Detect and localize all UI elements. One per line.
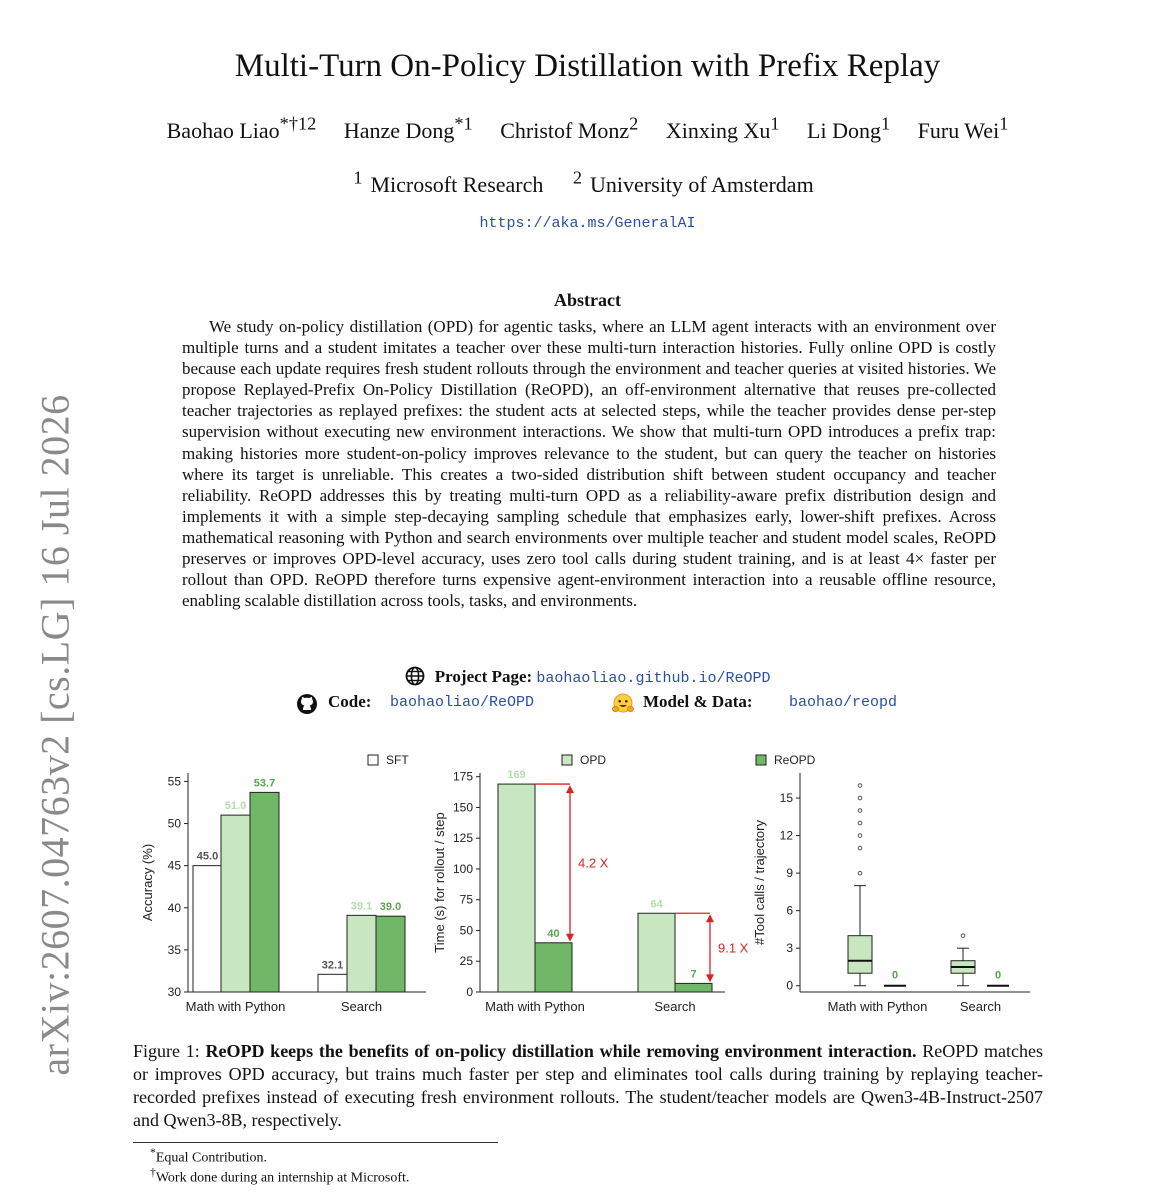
affiliation-1 xyxy=(353,168,551,198)
affiliation-list xyxy=(0,168,1175,198)
arxiv-identifier-stamp xyxy=(20,394,90,1076)
legend-swatch-reopd xyxy=(756,755,766,765)
author-3 xyxy=(500,114,639,144)
x-category-label: Math with Python xyxy=(185,999,286,1014)
y-tick-label: 35 xyxy=(167,942,181,957)
y-tick-label: 100 xyxy=(452,861,473,876)
data-label: 51.0 xyxy=(224,800,247,813)
speedup-arrowhead xyxy=(706,914,714,922)
data-label: 32.1 xyxy=(321,959,344,972)
y-tick-label: 175 xyxy=(452,769,473,784)
box-outlier xyxy=(858,809,862,813)
author-affiliation-marker: *†12 xyxy=(279,114,317,134)
project-page-label: Project Page: xyxy=(434,667,533,686)
footnote-2 xyxy=(150,1166,409,1187)
hugging-face-icon xyxy=(611,692,635,716)
arxiv-identifier-text: arXiv:2607.04763v2 [cs.LG] 16 Jul 2026 xyxy=(32,394,78,1076)
data-label: 169 xyxy=(507,769,526,782)
legend-swatch-sft xyxy=(368,755,378,765)
author-affiliation-marker: 2 xyxy=(629,114,639,134)
author-affiliation-marker: 1 xyxy=(880,114,891,134)
affiliation-marker: 2 xyxy=(572,168,583,188)
y-tick-label: 9 xyxy=(786,866,793,881)
box-outlier xyxy=(858,871,862,875)
organization-url-link[interactable]: https://aka.ms/GeneralAI xyxy=(479,215,696,232)
x-category-label: Math with Python xyxy=(485,999,585,1014)
data-label: 0 xyxy=(891,969,899,982)
github-icon xyxy=(296,693,318,715)
bar-opd xyxy=(498,784,535,992)
author-name: Xinxing Xu xyxy=(665,118,771,144)
legend-label-sft: SFT xyxy=(386,753,409,767)
y-tick-label: 0 xyxy=(786,978,793,993)
y-tick-label: 12 xyxy=(779,828,793,843)
x-category-label: Math with Python xyxy=(827,999,928,1014)
bar-reopd xyxy=(250,792,279,992)
author-name: Hanze Dong xyxy=(343,118,455,144)
bar-sft xyxy=(318,974,347,992)
speedup-label: 9.1 X xyxy=(718,940,749,956)
legend xyxy=(368,753,816,767)
bar-reopd xyxy=(376,916,405,992)
footnote-mark: * xyxy=(150,1146,156,1159)
y-tick-label: 150 xyxy=(452,800,473,815)
box-outlier xyxy=(858,834,862,838)
author-name: Li Dong xyxy=(807,118,881,144)
y-tick-label: 50 xyxy=(167,816,181,831)
y-tick-label: 75 xyxy=(459,892,473,907)
author-1 xyxy=(166,114,317,144)
affiliation-marker: 1 xyxy=(353,168,363,188)
globe-icon xyxy=(405,666,425,686)
affiliation-2 xyxy=(572,168,822,198)
footnote-text: Equal Contribution. xyxy=(155,1150,268,1166)
y-tick-label: 25 xyxy=(459,954,473,969)
bar-opd xyxy=(347,915,376,992)
y-axis-label: Time (s) for rollout / step xyxy=(432,812,447,953)
speedup-arrowhead xyxy=(706,974,714,982)
footnote-mark: † xyxy=(150,1166,156,1179)
data-label: 40 xyxy=(547,927,560,940)
speedup-label: 4.2 X xyxy=(578,855,609,871)
y-tick-label: 0 xyxy=(466,985,473,999)
legend-swatch-opd xyxy=(562,755,572,765)
y-tick-label: 125 xyxy=(452,831,473,846)
model-data-label: Model & Data: xyxy=(643,692,753,711)
box-outlier xyxy=(961,934,965,938)
affiliation-name: University of Amsterdam xyxy=(590,172,814,198)
author-list xyxy=(0,114,1175,144)
author-affiliation-marker: 1 xyxy=(999,114,1009,134)
figure-1-charts xyxy=(130,745,1050,1025)
data-label: 64 xyxy=(650,898,663,911)
author-2 xyxy=(343,114,473,144)
footnote-text: Work done during an internship at Microsoft. xyxy=(155,1170,410,1186)
tool-calls-chart xyxy=(752,773,1030,1014)
y-tick-label: 6 xyxy=(786,903,793,918)
bar-opd xyxy=(638,913,675,992)
data-label: 7 xyxy=(690,968,697,981)
footnote-rule xyxy=(133,1142,498,1143)
author-4 xyxy=(665,114,780,144)
x-category-label: Search xyxy=(340,999,383,1014)
figure-1 xyxy=(130,745,1050,1025)
author-affiliation-marker: *1 xyxy=(454,114,473,134)
paper-title: Multi-Turn On-Policy Distillation with Prefix Replay xyxy=(234,48,941,84)
footnote-1 xyxy=(150,1146,267,1167)
y-tick-label: 45 xyxy=(167,858,181,873)
y-tick-label: 40 xyxy=(167,900,181,915)
data-label: 53.7 xyxy=(253,777,276,790)
author-5 xyxy=(807,114,891,144)
author-6 xyxy=(917,114,1009,144)
model-data-link[interactable]: baohao/reopd xyxy=(789,694,898,711)
data-label: 39.1 xyxy=(350,900,373,913)
bar-sft xyxy=(193,866,222,992)
abstract-heading: Abstract xyxy=(554,290,621,310)
author-name: Christof Monz xyxy=(500,118,630,144)
x-category-label: Search xyxy=(654,999,696,1014)
project-page-link[interactable]: baohaoliao.github.io/ReOPD xyxy=(536,670,771,687)
legend-label-reopd: ReOPD xyxy=(774,753,816,767)
box-outlier xyxy=(858,846,862,850)
box-outlier xyxy=(858,821,862,825)
caption-bold-sentence: ReOPD keeps the benefits of on-policy distillation while removing environment interaction. xyxy=(205,1041,917,1061)
project-page-row xyxy=(0,666,1175,687)
speedup-arrowhead xyxy=(566,785,574,793)
bar-opd xyxy=(221,815,250,992)
y-tick-label: 15 xyxy=(779,791,793,806)
speedup-arrowhead xyxy=(566,934,574,942)
author-name: Baohao Liao xyxy=(166,118,280,144)
author-affiliation-marker: 1 xyxy=(770,114,780,134)
caption-prefix: Figure 1: xyxy=(133,1041,206,1061)
y-tick-label: 3 xyxy=(786,941,793,956)
accuracy-chart xyxy=(140,773,426,1014)
bar-reopd xyxy=(675,983,712,992)
caption-body: ReOPD matches or improves OPD accuracy, but trains much faster per step and eliminates tool calls during training by replaying teacher-recorded prefixes instead of executing fresh environment rollouts. The student/teacher models are Qwen3-4B-Instruct-2507 and Qwen3-8B, respectively. xyxy=(133,1041,1043,1130)
bar-reopd xyxy=(535,943,572,992)
data-label: 39.0 xyxy=(379,901,402,914)
x-category-label: Search xyxy=(959,999,1002,1014)
y-tick-label: 50 xyxy=(459,923,473,938)
abstract-text: We study on-policy distillation (OPD) for agentic tasks, where an LLM agent interacts with an environment over multiple turns and a student imitates a teacher over these multi-turn interaction histories. Fully online OPD is costly because each update requires fresh student rollouts through the environment and teacher queries at visited histories. We propose Replayed-Prefix On-Policy Distillation (ReOPD), an off-environment alternative that reuses pre-collected teacher trajectories as replayed prefixes: the student acts at selected steps, while the teacher provides dense per-step supervision without executing new environment interactions. We show that multi-turn OPD introduces a prefix trap: making histories more student-on-policy improves relevance to the student, but can query the teacher on histories where its target is unreliable. This creates a two-sided distribution shift between student occupancy and teacher reliability. ReOPD addresses this by treating multi-turn OPD as a reliability-aware prefix distribution design and implements it with a simple step-decaying sampling schedule that emphasizes early, lower-shift prefixes. Across mathematical reasoning with Python and search environments over multiple teacher and student model scales, ReOPD preserves or improves OPD-level accuracy, uses zero tool calls during student training, and is at least 4× faster per rollout than OPD. ReOPD therefore turns expensive agent-environment interaction into a reusable offline resource, enabling scalable distillation across tools, tasks, and environments. xyxy=(182,317,996,611)
box-outlier xyxy=(858,796,862,800)
data-label: 45.0 xyxy=(196,850,219,863)
figure-1-caption xyxy=(133,1040,1043,1132)
y-axis-label: Accuracy (%) xyxy=(140,843,155,922)
box-opd xyxy=(848,936,872,974)
code-link[interactable]: baohaoliao/ReOPD xyxy=(390,694,535,711)
y-axis-label: #Tool calls / trajectory xyxy=(752,820,767,945)
y-tick-label: 30 xyxy=(167,985,181,999)
y-tick-label: 55 xyxy=(167,774,181,789)
affiliation-name: Microsoft Research xyxy=(370,172,544,198)
author-name: Furu Wei xyxy=(917,118,1000,144)
rollout-time-chart xyxy=(432,769,749,1014)
code-label: Code: xyxy=(328,692,372,711)
data-label: 0 xyxy=(994,969,1002,982)
box-outlier xyxy=(858,784,862,788)
legend-label-opd: OPD xyxy=(580,753,607,767)
